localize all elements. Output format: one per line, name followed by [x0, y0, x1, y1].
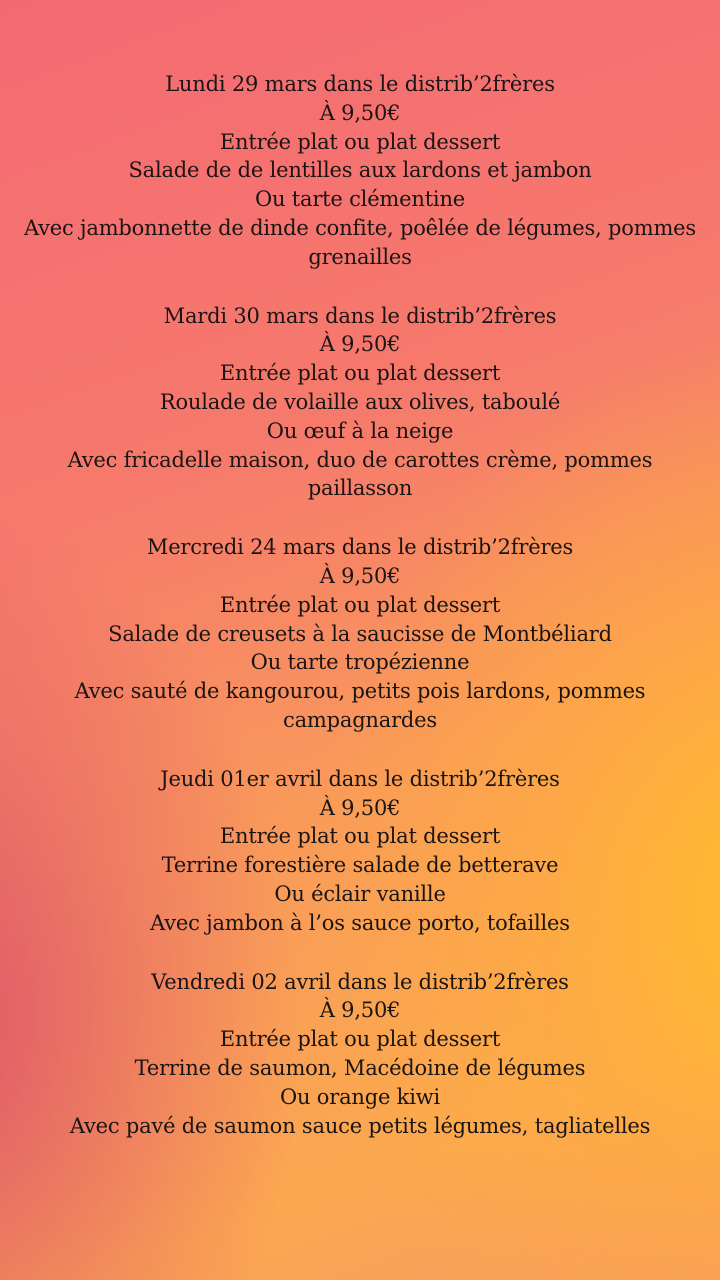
day-starter: Terrine de saumon, Macédoine de légumes [134, 1055, 586, 1080]
day-starter: Salade de creusets à la saucisse de Montbéliard [108, 621, 612, 646]
day-formula: Entrée plat ou plat dessert [219, 129, 501, 154]
day-heading: Mercredi 24 mars dans le distrib’2frères [146, 535, 574, 560]
day-formula: Entrée plat ou plat dessert [219, 361, 501, 386]
day-heading: Mardi 30 mars dans le distrib’2frères [163, 303, 557, 328]
day-heading: Jeudi 01er avril dans le distrib’2frères [160, 766, 560, 791]
day-starter: Terrine forestière salade de betterave [161, 853, 559, 878]
day-dessert: Ou orange kiwi [279, 1084, 441, 1109]
day-main: Avec jambonnette de dinde confite, poêlée de légumes, pommes grenailles [24, 215, 696, 269]
day-friday [0, 968, 720, 1141]
day-dessert: Ou œuf à la neige [266, 418, 454, 443]
weekly-menu [0, 70, 720, 1170]
day-main: Avec pavé de saumon sauce petits légumes, tagliatelles [69, 1113, 651, 1138]
day-starter: Roulade de volaille aux olives, taboulé [159, 389, 561, 414]
day-formula: Entrée plat ou plat dessert [219, 1027, 501, 1052]
day-dessert: Ou tarte clémentine [254, 187, 466, 212]
day-main: Avec fricadelle maison, duo de carottes crème, pommes paillasson [67, 447, 653, 501]
day-main: Avec sauté de kangourou, petits pois lardons, pommes campagnardes [74, 679, 646, 732]
day-price: À 9,50€ [319, 563, 401, 588]
day-thursday [0, 765, 720, 938]
day-price: À 9,50€ [319, 100, 401, 125]
day-tuesday [0, 302, 720, 504]
day-formula: Entrée plat ou plat dessert [219, 824, 501, 849]
day-monday [0, 70, 720, 272]
day-dessert: Ou tarte tropézienne [250, 650, 470, 675]
day-price: À 9,50€ [319, 332, 401, 357]
day-formula: Entrée plat ou plat dessert [219, 592, 501, 617]
day-price: À 9,50€ [319, 998, 401, 1023]
day-heading: Vendredi 02 avril dans le distrib’2frères [151, 969, 569, 994]
day-dessert: Ou éclair vanille [274, 881, 446, 906]
day-starter: Salade de de lentilles aux lardons et jambon [128, 158, 592, 183]
day-wednesday [0, 533, 720, 735]
day-main: Avec jambon à l’os sauce porto, tofailles [150, 910, 570, 935]
day-heading: Lundi 29 mars dans le distrib’2frères [165, 72, 555, 96]
day-price: À 9,50€ [319, 795, 401, 820]
